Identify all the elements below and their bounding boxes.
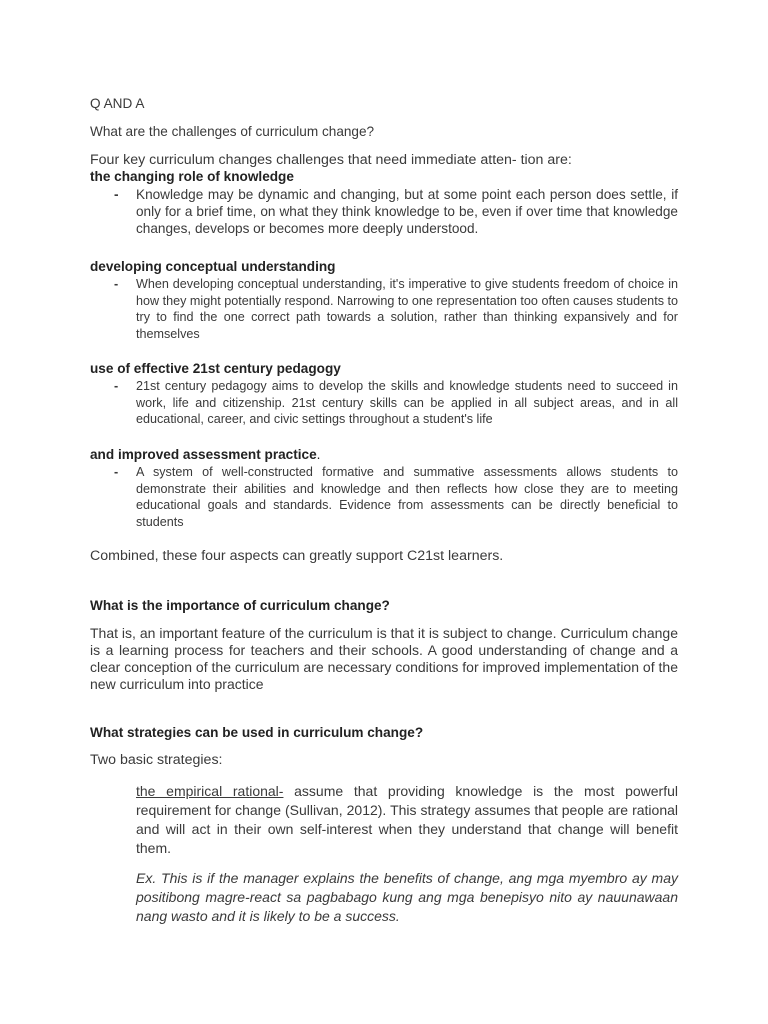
challenge-3-title: use of effective 21st century pedagogy bbox=[90, 361, 341, 376]
challenge-4-text: A system of well-constructed formative and summative assessments allows students to demonstrate their abilities and knowledge and then reflects how close they are to meeting educational goals and standards. Evidence from assessments can be directly beneficial to students bbox=[136, 465, 678, 529]
question-3-intro: Two basic strategies: bbox=[90, 752, 223, 768]
question-2: What is the importance of curriculum change? bbox=[90, 598, 390, 613]
bullet-dash: - bbox=[114, 379, 119, 393]
strategy-example: Ex. This is if the manager explains the benefits of change, ang mga myembro ay may positibong magre-react sa pagbabago kung ang mga benepisyo nito ay nauunawaan nang wasto and it is likely to be a success. bbox=[136, 870, 678, 924]
challenge-2-title: developing conceptual understanding bbox=[90, 259, 336, 274]
bullet-dash: - bbox=[114, 465, 119, 479]
challenge-4-title: and improved assessment practice. bbox=[90, 447, 321, 462]
question-1: What are the challenges of curriculum change? bbox=[90, 124, 375, 139]
challenge-2-text: When developing conceptual understanding, it's imperative to give students freedom of choice in how they might potentially respond. Narrowing to one representation too often causes students to try to find the one correct path towards a solution, rather than thinking expansively and for themselves bbox=[136, 277, 678, 341]
strategy-term: the empirical rational- bbox=[136, 783, 284, 799]
question-1-intro: Four key curriculum changes challenges that need immediate atten- tion are: bbox=[90, 152, 572, 168]
question-2-answer: That is, an important feature of the curriculum is that it is subject to change. Curriculum change is a learning process for teachers and their schools. A good understanding of change and a clear conception of the curriculum are necessary conditions for improved implementation of the new curriculum into practice bbox=[90, 625, 678, 692]
strategy-description: assume that providing knowledge is the most powerful requirement for change (Sullivan, 2012). This strategy assumes that people are rational and will act in their own self-interest when they understand that change will benefit them. bbox=[136, 783, 678, 856]
page-heading: Q AND A bbox=[90, 96, 145, 111]
challenge-1-text: Knowledge may be dynamic and changing, but at some point each person does settle, if only for a brief time, on what they think knowledge to be, even if over time that knowledge changes, develops or becomes more deeply understood. bbox=[136, 187, 678, 236]
bullet-dash: - bbox=[114, 187, 119, 202]
challenge-1-title: the changing role of knowledge bbox=[90, 169, 294, 184]
question-1-conclusion: Combined, these four aspects can greatly support C21st learners. bbox=[90, 548, 504, 564]
challenge-3-text: 21st century pedagogy aims to develop the skills and knowledge students need to succeed in work, life and citizenship. 21st century skills can be applied in all subject areas, and in all educational, career, and civic settings throughout a student's life bbox=[136, 379, 678, 426]
bullet-dash: - bbox=[114, 277, 119, 291]
strategy-empirical-rational bbox=[136, 782, 678, 858]
question-3: What strategies can be used in curriculum change? bbox=[90, 725, 424, 740]
